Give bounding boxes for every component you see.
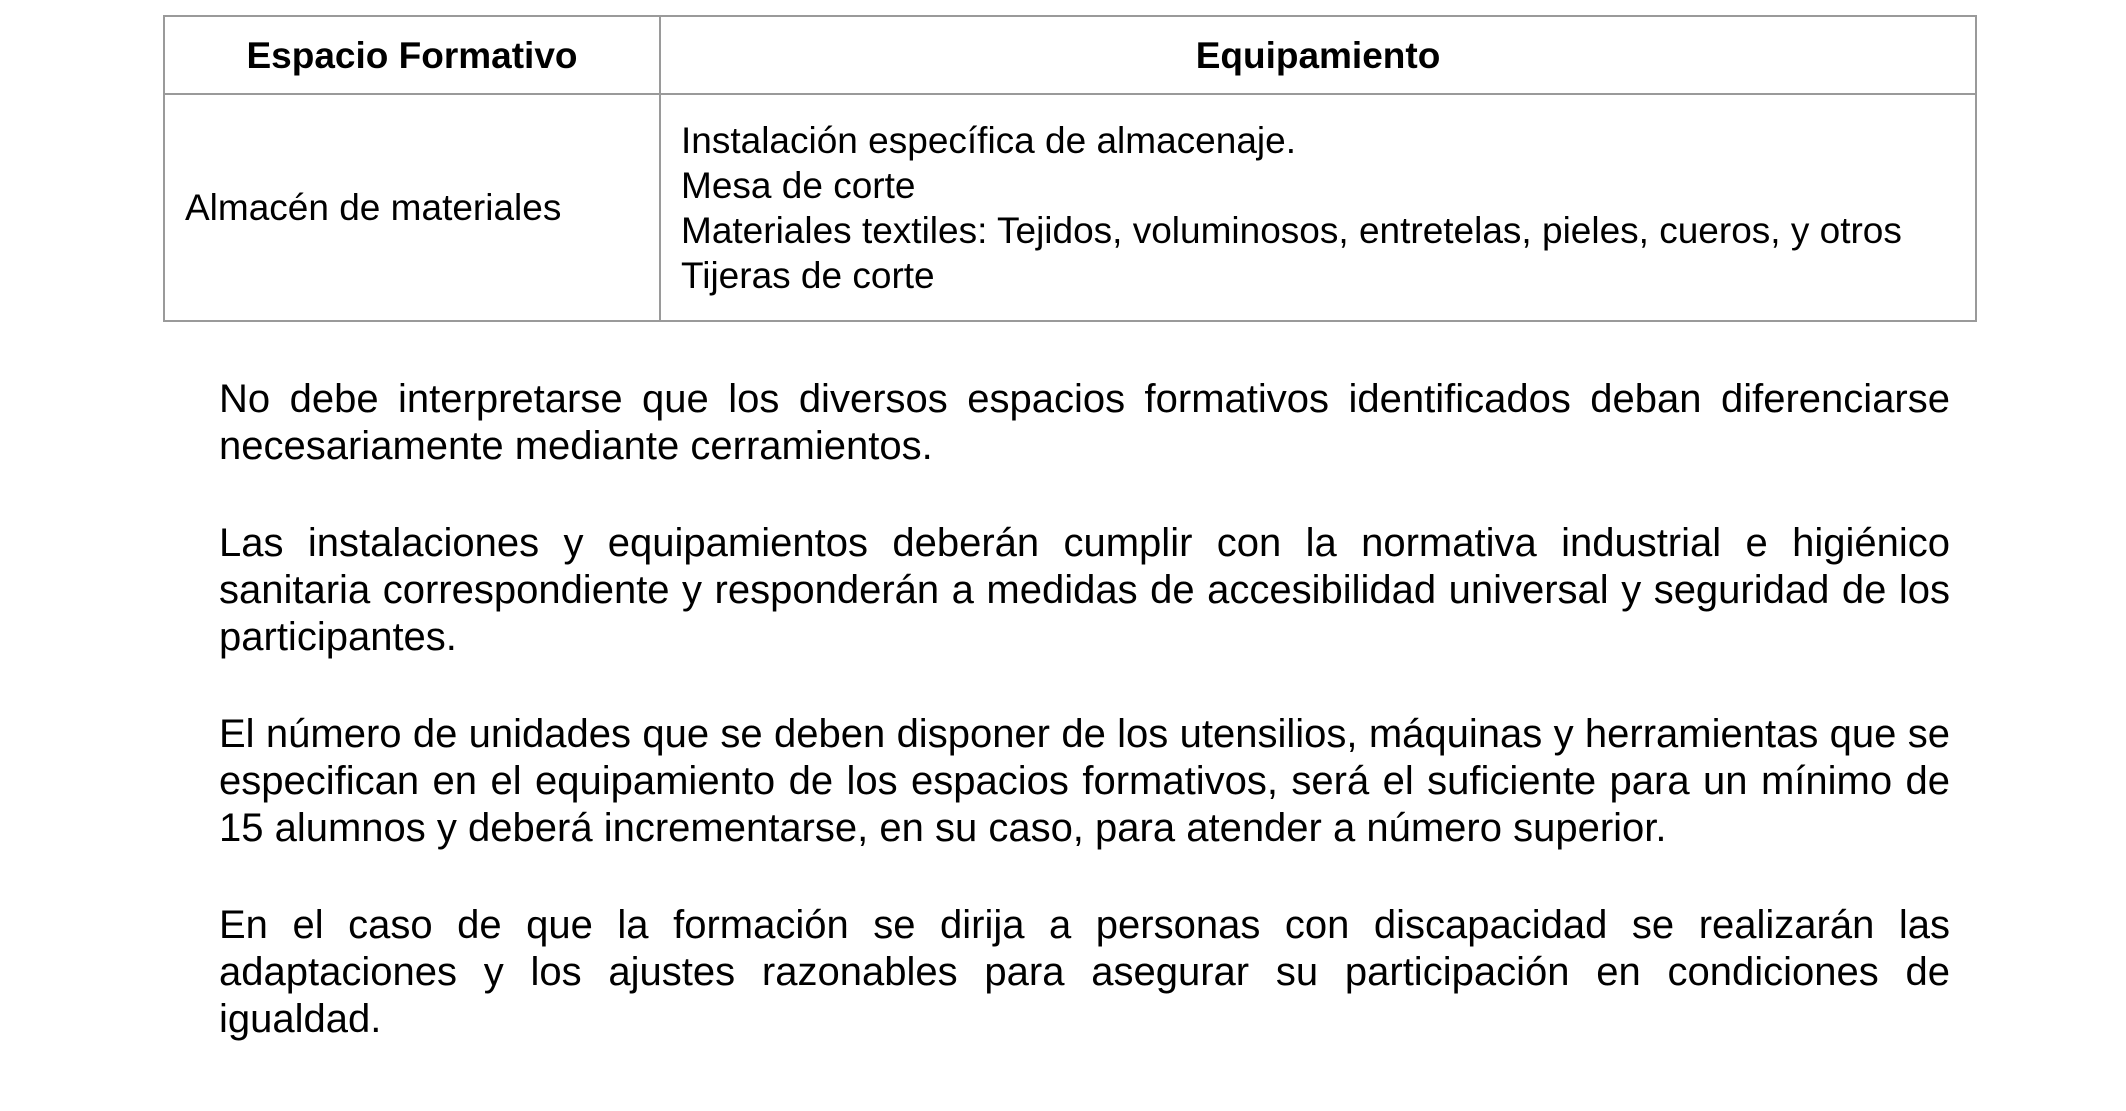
cell-space-name: Almacén de materiales [164, 94, 660, 321]
body-text [219, 376, 1950, 1093]
equipment-item: Materiales textiles: Tejidos, voluminosos, entretelas, pieles, cueros, y otros [681, 209, 1902, 251]
equipment-table [163, 15, 1977, 322]
paragraph: El número de unidades que se deben disponer de los utensilios, máquinas y herramientas que se especifican en el equipamiento de los espacios formativos, será el suficiente para un mínimo de 15 alumnos y deberá incrementarse, en su caso, para atender a número superior. [219, 712, 1950, 850]
cell-equipment-list [660, 94, 1976, 321]
equipment-item: Mesa de corte [681, 164, 916, 206]
header-equipamiento: Equipamiento [660, 16, 1976, 94]
header-espacio-formativo: Espacio Formativo [164, 16, 660, 94]
table-header-row [164, 16, 1976, 94]
equipment-item: Instalación específica de almacenaje. [681, 119, 1296, 161]
paragraph: Las instalaciones y equipamientos deberán cumplir con la normativa industrial e higiénico sanitaria correspondiente y responderán a medidas de accesibilidad universal y seguridad de los participantes. [219, 521, 1950, 659]
table-row [164, 94, 1976, 321]
equipment-item: Tijeras de corte [681, 254, 935, 296]
paragraph: En el caso de que la formación se dirija a personas con discapacidad se realizarán las adaptaciones y los ajustes razonables para asegurar su participación en condiciones de igualdad. [219, 903, 1950, 1041]
paragraph: No debe interpretarse que los diversos espacios formativos identificados deban diferenciarse necesariamente mediante cerramientos. [219, 377, 1950, 468]
